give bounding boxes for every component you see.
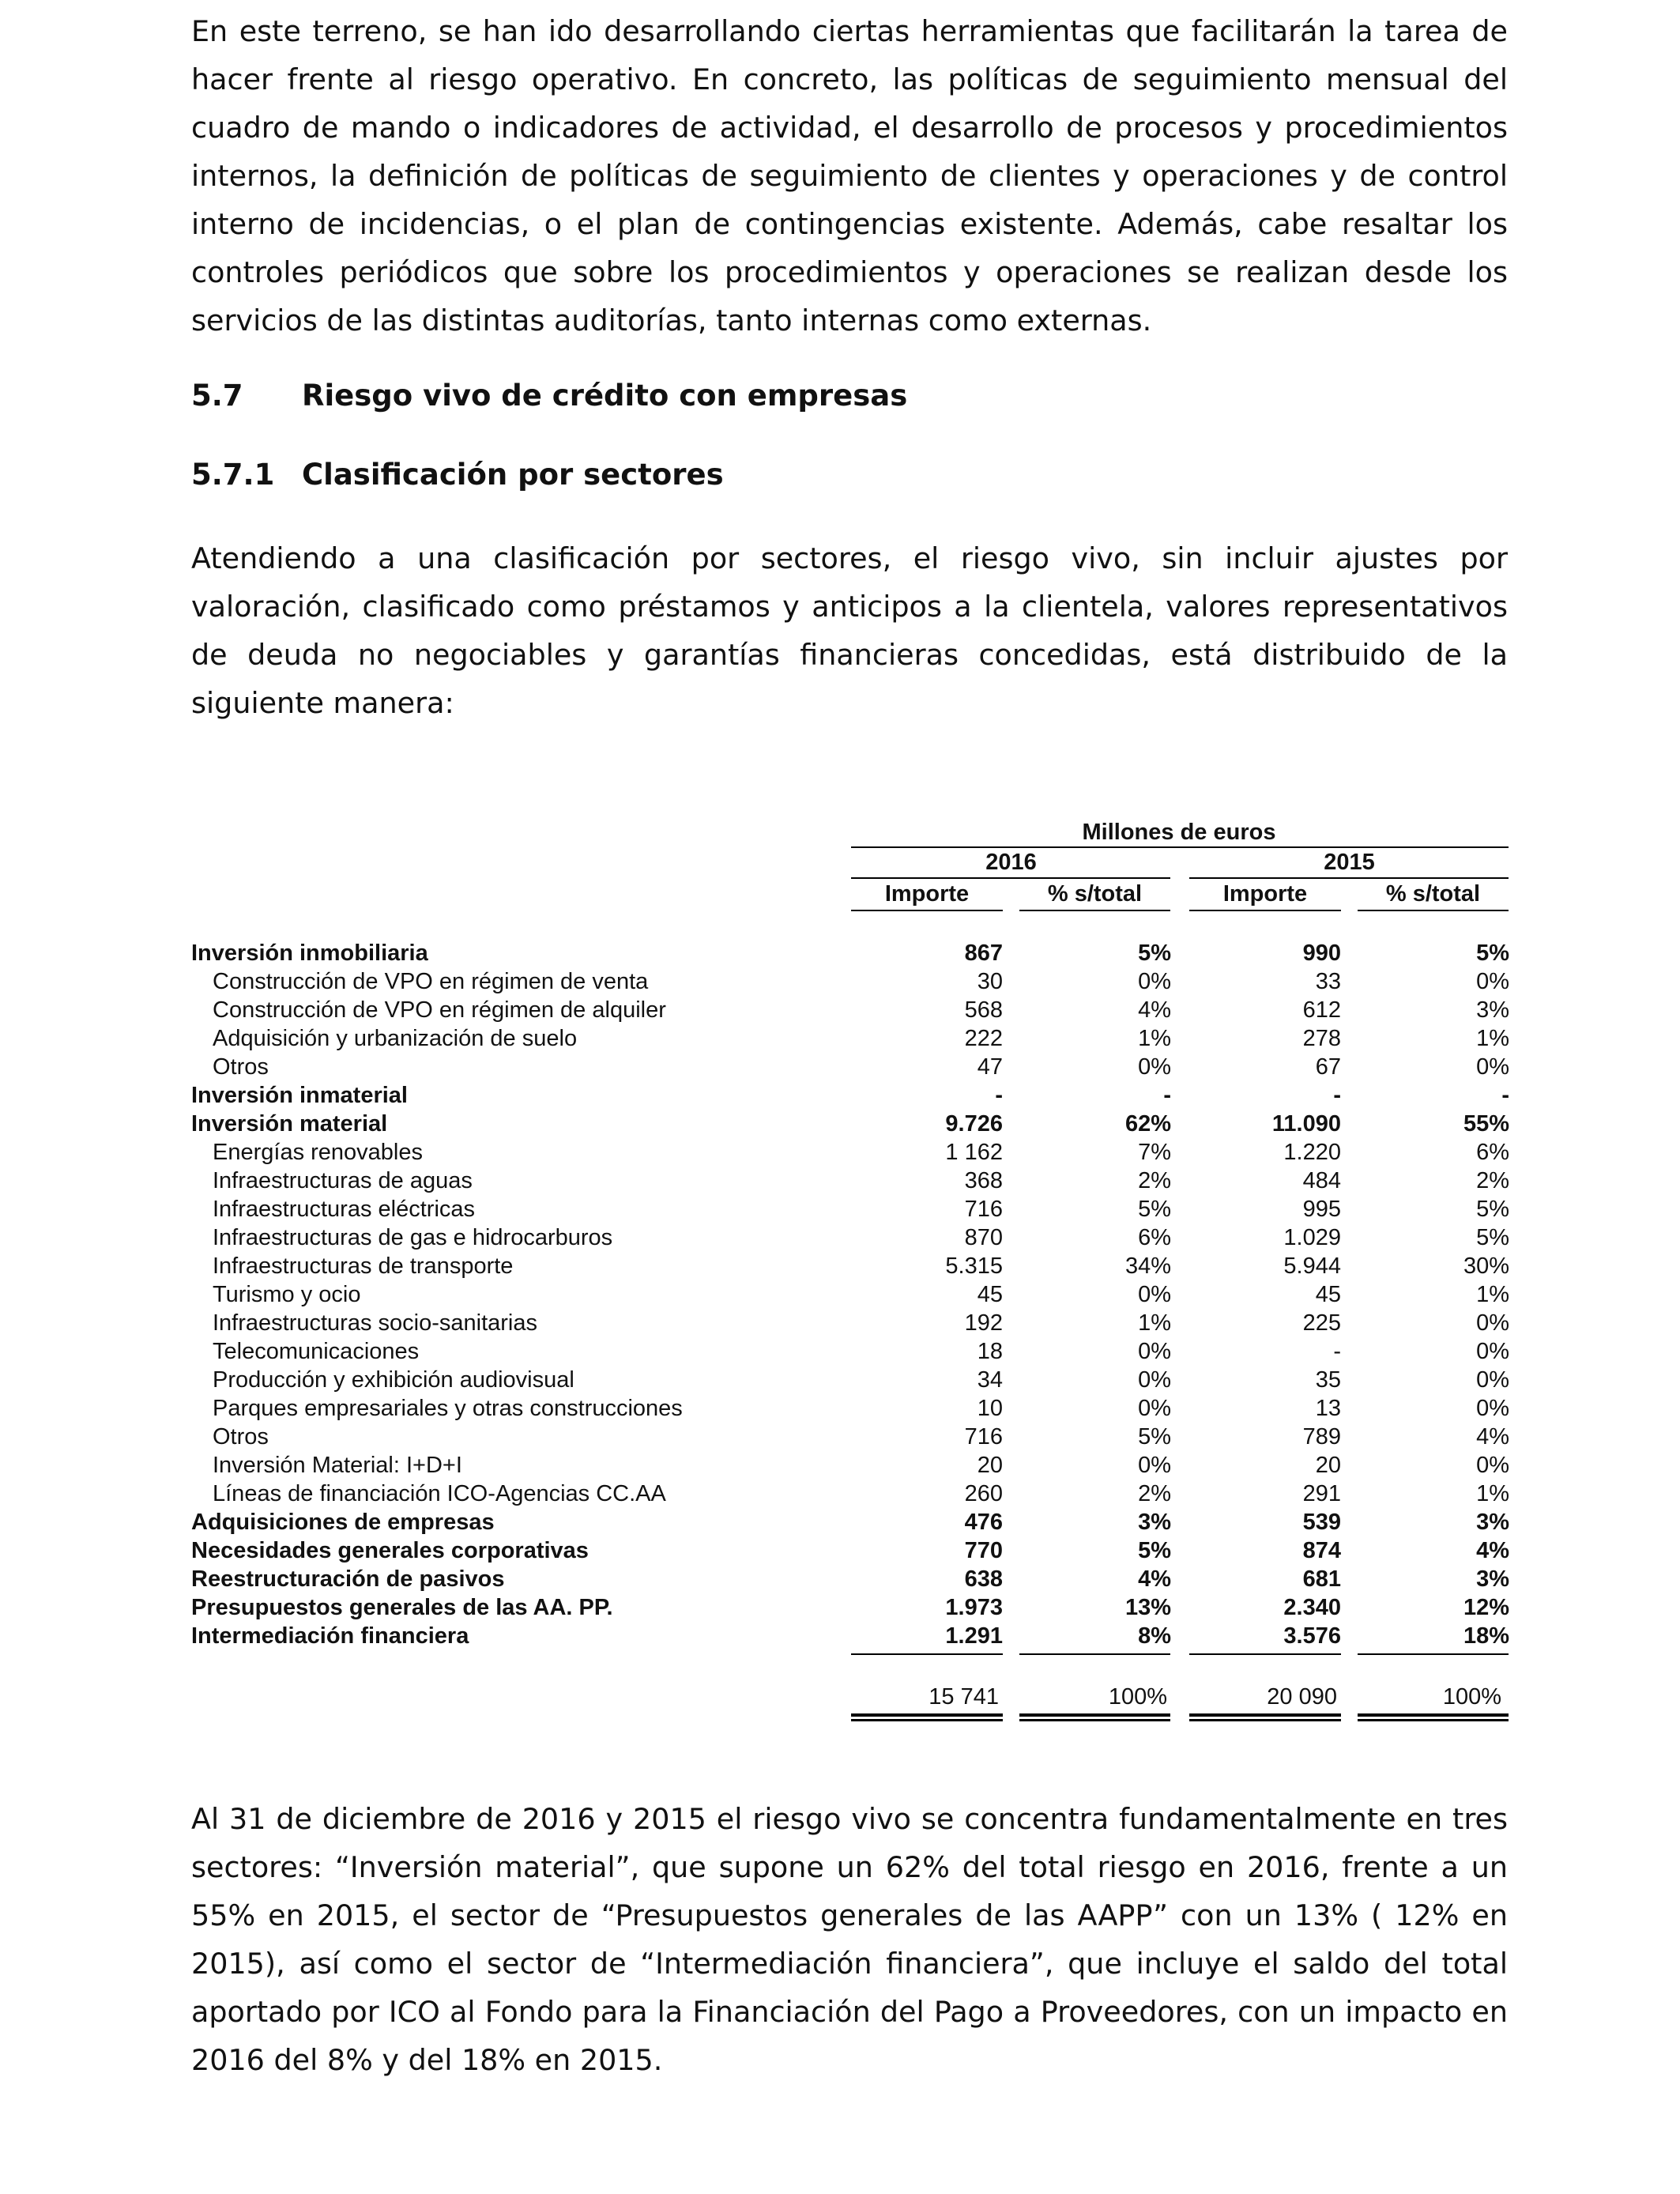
table-row: Inversión inmaterial - - - - <box>191 1083 1509 1108</box>
table-row: Infraestructuras de transporte 5.315 34% 5.944 30% <box>213 1253 1509 1279</box>
year-2015-header: 2015 <box>1324 850 1375 875</box>
col-rule <box>1358 910 1509 911</box>
table-row: Telecomunicaciones 18 0% - 0% <box>213 1339 1509 1364</box>
table-row: Otros 47 0% 67 0% <box>213 1054 1509 1080</box>
table-row: Infraestructuras de aguas 368 2% 484 2% <box>213 1168 1509 1193</box>
total-rule <box>1358 1713 1509 1717</box>
table-row: Infraestructuras socio-sanitarias 192 1% 225 0% <box>213 1310 1509 1336</box>
intro-paragraph: En este terreno, se han ido desarrollando ciertas herramientas que facilitarán la tarea de hacer frente al riesgo operativo. En concreto, las políticas de seguimiento mensual del cuadro de mando o indicadores de actividad, el desarrollo de procesos y procedimientos internos, la definición de políticas de seguimiento de clientes y operaciones y de control interno de incidencias, o el plan de contingencias existente. Además, cabe resaltar los controles periódicos que sobre los procedimientos y operaciones se realizan desde los servicios de las distintas auditorías, tanto internas como externas. <box>191 14 1508 337</box>
col-rule <box>851 910 1003 911</box>
total-rule <box>1189 1719 1341 1721</box>
subsection-number: 5.7.1 <box>191 458 275 492</box>
col-rule <box>1019 910 1170 911</box>
table-row: Líneas de financiación ICO-Agencias CC.AA 260 2% 291 1% <box>213 1481 1509 1506</box>
year-2016-header: 2016 <box>985 850 1037 875</box>
subsection-title: Clasificación por sectores <box>302 458 724 492</box>
col-pct-2015: % s/total <box>1385 881 1481 907</box>
total-row: 15 741 100% 20 090 100% <box>929 1684 1501 1710</box>
year-2016-rule <box>851 877 1170 879</box>
table-row: Turismo y ocio 45 0% 45 1% <box>213 1282 1509 1307</box>
table-row: Inversión material 9.726 62% 11.090 55% <box>191 1111 1509 1137</box>
table-row: Parques empresariales y otras construcciones 10 0% 13 0% <box>213 1396 1509 1421</box>
table-row: Intermediación financiera 1.291 8% 3.576 18% <box>191 1623 1509 1649</box>
col-rule <box>1189 910 1341 911</box>
section-number: 5.7 <box>191 379 243 413</box>
header-rule <box>851 846 1509 848</box>
year-2015-rule <box>1189 877 1509 879</box>
table-row: Inversión Material: I+D+I 20 0% 20 0% <box>213 1453 1509 1478</box>
table-row: Necesidades generales corporativas 770 5% 874 4% <box>191 1538 1509 1563</box>
col-importe-2015: Importe <box>1222 881 1308 907</box>
classification-paragraph: Atendiendo a una clasificación por sectores, el riesgo vivo, sin incluir ajustes por valoración, clasificado como préstamos y anticipos a la clientela, valores representativos de deuda no negociables y garantías financieras concedidas, está distribuido de la siguiente manera: <box>191 541 1508 720</box>
total-rule <box>1189 1713 1341 1717</box>
table-row: Producción y exhibición audiovisual 34 0% 35 0% <box>213 1367 1509 1393</box>
unit-header: Millones de euros <box>1082 820 1276 845</box>
conclusion-paragraph: Al 31 de diciembre de 2016 y 2015 el riesgo vivo se concentra fundamentalmente en tres sectores: “Inversión material”, que supone un 62% del total riesgo en 2016, frente a un 55% en 2015, el sector de “Presupuestos generales de las AAPP” con un 13% ( 12% en 2015), así como el sector de “Intermediación financiera”, que incluye el saldo del total aportado por ICO al Fondo para la Financiación del Pago a Proveedores, con un impacto en 2016 del 8% y del 18% en 2015. <box>191 1802 1508 2077</box>
col-pct-2016: % s/total <box>1047 881 1143 907</box>
table-row: Adquisición y urbanización de suelo 222 1% 278 1% <box>213 1026 1509 1051</box>
table-row: Inversión inmobiliaria 867 5% 990 5% <box>191 941 1509 966</box>
subtotal-rule <box>1019 1653 1170 1655</box>
total-rule <box>851 1719 1003 1721</box>
table-row: Construcción de VPO en régimen de alquiler 568 4% 612 3% <box>213 997 1509 1023</box>
table-row: Energías renovables 1 162 7% 1.220 6% <box>213 1140 1509 1165</box>
total-rule <box>1019 1713 1170 1717</box>
subtotal-rule <box>851 1653 1003 1655</box>
col-importe-2016: Importe <box>884 881 970 907</box>
total-rule <box>851 1713 1003 1717</box>
table-row: Construcción de VPO en régimen de venta 30 0% 33 0% <box>213 969 1509 994</box>
table-row: Reestructuración de pasivos 638 4% 681 3% <box>191 1566 1509 1592</box>
total-rule <box>1019 1719 1170 1721</box>
subtotal-rule <box>1358 1653 1509 1655</box>
table-row: Adquisiciones de empresas 476 3% 539 3% <box>191 1510 1509 1535</box>
table-row: Infraestructuras eléctricas 716 5% 995 5% <box>213 1197 1509 1222</box>
section-title: Riesgo vivo de crédito con empresas <box>302 379 908 413</box>
total-rule <box>1358 1719 1509 1721</box>
subtotal-rule <box>1189 1653 1341 1655</box>
table-row: Presupuestos generales de las AA. PP. 1.973 13% 2.340 12% <box>191 1595 1509 1620</box>
table-row: Otros 716 5% 789 4% <box>213 1424 1509 1449</box>
table-row: Infraestructuras de gas e hidrocarburos 870 6% 1.029 5% <box>213 1225 1509 1250</box>
